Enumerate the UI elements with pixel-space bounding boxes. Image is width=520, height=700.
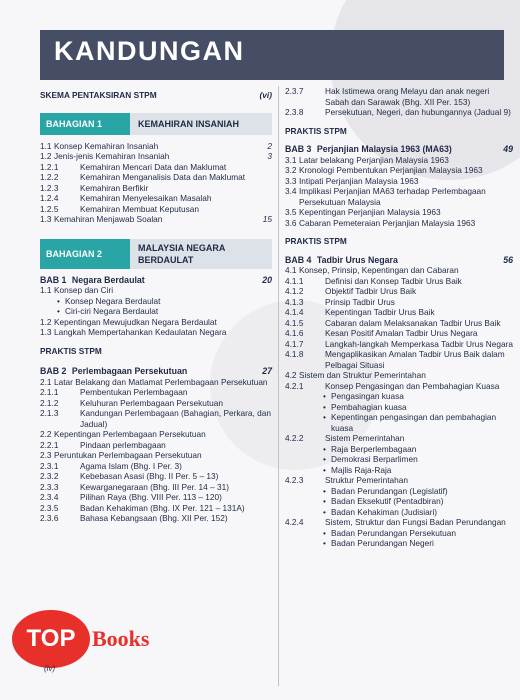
item-number: 1.3 (40, 214, 52, 224)
item-text: Pindaan perlembagaan (80, 439, 166, 450)
column-divider (278, 86, 279, 686)
item-number: 4.2.2 (285, 433, 304, 443)
item-number: 4.1 (285, 265, 297, 275)
item-number: 1.2.3 (40, 182, 59, 193)
toc-item (40, 429, 272, 440)
bullet-item: • Raja Berperlembagaan (285, 444, 513, 455)
bab-label: BAB 4 (285, 254, 312, 265)
item-number: 4.1.5 (285, 317, 304, 328)
praktis-stpm: PRAKTIS STPM (285, 236, 347, 246)
item-number: 2.3.3 (40, 481, 59, 492)
left-column (40, 86, 272, 524)
toc-item (285, 265, 513, 276)
item-number: 4.2.4 (285, 517, 304, 527)
right-column (285, 86, 513, 549)
toc-item (40, 503, 272, 514)
toc-item (40, 408, 272, 429)
item-number: 2.2 (40, 429, 52, 439)
toc-item (40, 285, 272, 296)
toc-item (40, 151, 272, 162)
bab-label: BAB 2 (40, 366, 67, 376)
item-text: Prinsip Tadbir Urus (325, 296, 395, 307)
item-number: 3.3 (285, 175, 297, 186)
item-text: Sistem, Struktur dan Fungsi Badan Perundangan (325, 517, 506, 527)
item-text: Kemahiran Membuat Keputusan (80, 203, 199, 214)
bullet-item: • Pengasingan kuasa (285, 391, 513, 402)
item-text: Sistem Pemerintahan (325, 433, 405, 443)
toc-item (40, 377, 272, 388)
item-text: Kandungan Perlembagaan (Bahagian, Perkara, dan Jadual) (80, 408, 271, 429)
item-text: Latar Belakang dan Matlamat Perlembagaan Persekutuan (54, 376, 268, 387)
toc-item (285, 339, 513, 350)
item-text: Kepentingan Perjanjian Malaysia 1963 (299, 207, 441, 217)
toc-item (40, 461, 272, 472)
logo-books-text: Books (92, 626, 150, 651)
toc-item (40, 172, 272, 183)
toc-item (285, 286, 513, 297)
item-number: 3.4 (285, 186, 297, 196)
toc-item (40, 317, 272, 328)
toc-item (285, 475, 513, 486)
toc-item (285, 107, 513, 118)
item-text: Konsep, Prinsip, Kepentingan dan Cabaran (299, 265, 459, 275)
item-text: Agama Islam (Bhg. I Per. 3) (80, 460, 182, 471)
skema-label: SKEMA PENTAKSIRAN STPM (40, 90, 157, 100)
item-number: 2.2.1 (40, 439, 59, 450)
praktis-stpm: PRAKTIS STPM (285, 125, 347, 136)
item-number: 4.2.1 (285, 380, 304, 391)
item-text: Kebebasan Asasi (Bhg. II Per. 5 – 13) (80, 471, 219, 481)
page-number: 49 (503, 144, 513, 154)
toc-item (40, 183, 272, 194)
item-number: 4.1.3 (285, 296, 304, 307)
page-number: 20 (262, 274, 272, 285)
item-text: Konsep Pengasingan dan Pembahagian Kuasa (325, 380, 500, 391)
bab-1-heading (40, 275, 272, 286)
item-number: 1.1 (40, 140, 52, 151)
item-text: Latar belakang Perjanjian Malaysia 1963 (299, 154, 449, 165)
page-number: (vi) (259, 90, 272, 100)
item-number: 4.1.6 (285, 328, 304, 338)
item-text: Sistem dan Struktur Pemerintahan (299, 370, 426, 380)
bab-2-heading (40, 366, 272, 377)
item-text: Kewarganegaraan (Bhg. III Per. 14 – 31) (80, 481, 229, 492)
toc-item (285, 176, 513, 187)
item-number: 1.2.5 (40, 203, 59, 214)
bullet-item: • Badan Kehakiman (Judisiari) (285, 507, 513, 518)
bullet-item: • Pembahagian kuasa (285, 402, 513, 413)
item-number: 1.2.2 (40, 172, 59, 182)
toc-item (285, 218, 513, 229)
item-text: Kesan Positif Amalan Tadbir Urus Negara (325, 328, 478, 338)
item-text: Cabaran Pemeteraian Perjanjian Malaysia 1963 (299, 217, 476, 228)
item-text: Intipati Perjanjian Malaysia 1963 (299, 175, 419, 186)
item-text: Pilihan Raya (Bhg. VIII Per. 113 – 120) (80, 492, 222, 502)
item-number: 3.6 (285, 217, 297, 228)
item-number: 4.1.2 (285, 286, 304, 296)
item-number: 2.3.7 (285, 86, 304, 96)
item-text: Kronologi Pembentukan Perjanjian Malaysia 1963 (299, 165, 483, 175)
item-text: Hak Istimewa orang Melayu dan anak negeri Sabah dan Sarawak (Bhg. XII Per. 153) (325, 86, 490, 107)
bab-3-heading (285, 144, 513, 155)
bab-name: Perjanjian Malaysia 1963 (MA63) (316, 144, 452, 154)
item-number: 2.3.6 (40, 513, 59, 523)
item-number: 1.3 (40, 327, 52, 337)
bab-label: BAB 3 (285, 144, 312, 154)
item-text: Kemahiran Menganalisis Data dan Maklumat (80, 172, 246, 182)
item-text: Mengaplikasikan Amalan Tadbir Urus Baik dalam Pelbagai Situasi (325, 349, 505, 370)
header-bar (40, 30, 504, 80)
item-number: 1.2.1 (40, 161, 59, 172)
toc-item (40, 471, 272, 482)
item-number: 4.1.8 (285, 349, 304, 359)
item-number: 2.3.1 (40, 460, 59, 471)
item-text: Kemahiran Menjawab Soalan (54, 214, 163, 224)
toc-item (285, 328, 513, 339)
item-number: 4.1.7 (285, 338, 304, 349)
bab-name: Tadbir Urus Negara (316, 254, 398, 265)
page-number: 27 (262, 366, 272, 376)
item-number: 4.1.4 (285, 307, 304, 317)
item-number: 4.1.1 (285, 275, 304, 286)
bahagian-1-banner (40, 113, 272, 135)
item-number: 2.1 (40, 376, 52, 387)
bab-4-heading (285, 255, 513, 266)
toc-item (40, 193, 272, 204)
toc-item (285, 186, 513, 207)
item-number: 3.1 (285, 154, 297, 165)
item-number: 3.5 (285, 207, 297, 217)
toc-item (40, 204, 272, 215)
item-text: Implikasi Perjanjian MA63 terhadap Perlembagaan Persekutuan Malaysia (299, 186, 486, 207)
page-number: 56 (503, 254, 513, 265)
toc-item (285, 165, 513, 176)
bahagian-name: KEMAHIRAN INSANIAH (130, 113, 272, 135)
page-number: 2 (267, 140, 272, 151)
item-text: Kepentingan Tadbir Urus Baik (325, 307, 435, 317)
item-number: 1.2.4 (40, 193, 59, 203)
toc-item (285, 207, 513, 218)
toc-item (285, 370, 513, 381)
bullet-item: • Badan Eksekutif (Pentadbiran) (285, 496, 513, 507)
item-text: Objektif Tadbir Urus Baik (325, 286, 417, 296)
praktis-stpm: PRAKTIS STPM (40, 345, 102, 356)
bahagian-2-banner (40, 239, 272, 269)
toc-item (285, 86, 513, 107)
logo-top-badge: TOP (12, 610, 90, 668)
item-text: Konsep Kemahiran Insaniah (54, 140, 159, 151)
bahagian-tag: BAHAGIAN 1 (40, 113, 134, 135)
toc-item (285, 318, 513, 329)
toc-item (40, 327, 272, 338)
page-number: 3 (267, 151, 272, 161)
bab-label: BAB 1 (40, 274, 67, 285)
toc-item (285, 381, 513, 392)
item-text: Peruntukan Perlembagaan Persekutuan (54, 450, 202, 460)
item-number: 1.2 (40, 316, 52, 327)
item-text: Badan Kehakiman (Bhg. IX Per. 121 – 131A) (80, 502, 245, 513)
item-number: 2.1.2 (40, 397, 59, 408)
bullet-item: • Badan Perundangan (Legislatif) (285, 486, 513, 497)
toc-item (40, 141, 272, 152)
bullet-item: • Kepentingan pengasingan dan pembahagian kuasa (285, 412, 513, 433)
item-text: Kemahiran Mencari Data dan Maklumat (80, 161, 227, 172)
toc-item (40, 450, 272, 461)
item-text: Struktur Pemerintahan (325, 475, 409, 485)
toc-item (40, 513, 272, 524)
item-number: 4.2 (285, 370, 297, 380)
skema-row (40, 90, 272, 101)
toc-item (40, 482, 272, 493)
bab-name: Negara Berdaulat (71, 274, 145, 285)
item-text: Persekutuan, Negeri, dan hubungannya (Jadual 9) (325, 107, 511, 117)
bullet-item: • Badan Perundangan Negeri (285, 538, 513, 549)
item-text: Langkah Mempertahankan Kedaulatan Negara (54, 327, 227, 337)
item-number: 2.1.3 (40, 408, 59, 418)
footer-page-number: (iv) (44, 664, 56, 673)
item-number: 3.2 (285, 165, 297, 175)
item-text: Jenis-jenis Kemahiran Insaniah (54, 151, 170, 161)
toc-item (285, 297, 513, 308)
toc-item (285, 517, 513, 528)
item-text: Pembentukan Perlembagaan (80, 387, 188, 397)
item-number: 2.3.4 (40, 492, 59, 502)
toc-item (40, 214, 272, 225)
item-text: Langkah-langkah Memperkasa Tadbir Urus Negara (325, 338, 514, 349)
toc-item (40, 492, 272, 503)
bullet-item: • Majlis Raja-Raja (285, 465, 513, 476)
toc-item (40, 387, 272, 398)
item-text: Konsep dan Ciri (54, 285, 114, 295)
bullet-item: • Konsep Negara Berdaulat (40, 296, 272, 307)
item-text: Kemahiran Berfikir (80, 182, 149, 193)
bab-name: Perlembagaan Persekutuan (71, 366, 188, 376)
toc-item (285, 349, 513, 370)
item-text: Keluhuran Perlembagaan Persekutuan (80, 397, 223, 408)
toc-item (40, 440, 272, 451)
item-number: 2.3.8 (285, 107, 304, 117)
item-number: 1.1 (40, 285, 52, 295)
toc-item (285, 276, 513, 287)
bullet-item: • Badan Perundangan Persekutuan (285, 528, 513, 539)
page-title: KANDUNGAN (54, 36, 245, 66)
bahagian-name: MALAYSIA NEGARA BERDAULAT (130, 239, 272, 269)
item-number: 2.3.2 (40, 471, 59, 481)
item-text: Kemahiran Menyelesaikan Masalah (80, 193, 212, 203)
toc-item (285, 155, 513, 166)
topbooks-logo (12, 598, 172, 678)
item-text: Definisi dan Konsep Tadbir Urus Baik (325, 275, 462, 286)
toc-item (40, 398, 272, 409)
toc-item (285, 307, 513, 318)
item-number: 2.3.5 (40, 502, 59, 513)
item-text: Kepentingan Perlembagaan Persekutuan (54, 429, 206, 439)
item-text: Bahasa Kebangsaan (Bhg. XII Per. 152) (80, 513, 228, 523)
toc-item (40, 162, 272, 173)
item-number: 2.3 (40, 450, 52, 460)
item-text: Cabaran dalam Melaksanakan Tadbir Urus Baik (325, 317, 501, 328)
item-number: 4.2.3 (285, 475, 304, 485)
bullet-item: • Ciri-ciri Negara Berdaulat (40, 306, 272, 317)
item-text: Kepentingan Mewujudkan Negara Berdaulat (54, 316, 217, 327)
page-number: 15 (262, 214, 272, 224)
toc-item (285, 433, 513, 444)
bahagian-tag: BAHAGIAN 2 (40, 239, 134, 269)
item-number: 1.2 (40, 151, 52, 161)
item-number: 2.1.1 (40, 387, 59, 397)
bullet-item: • Demokrasi Berparlimen (285, 454, 513, 465)
